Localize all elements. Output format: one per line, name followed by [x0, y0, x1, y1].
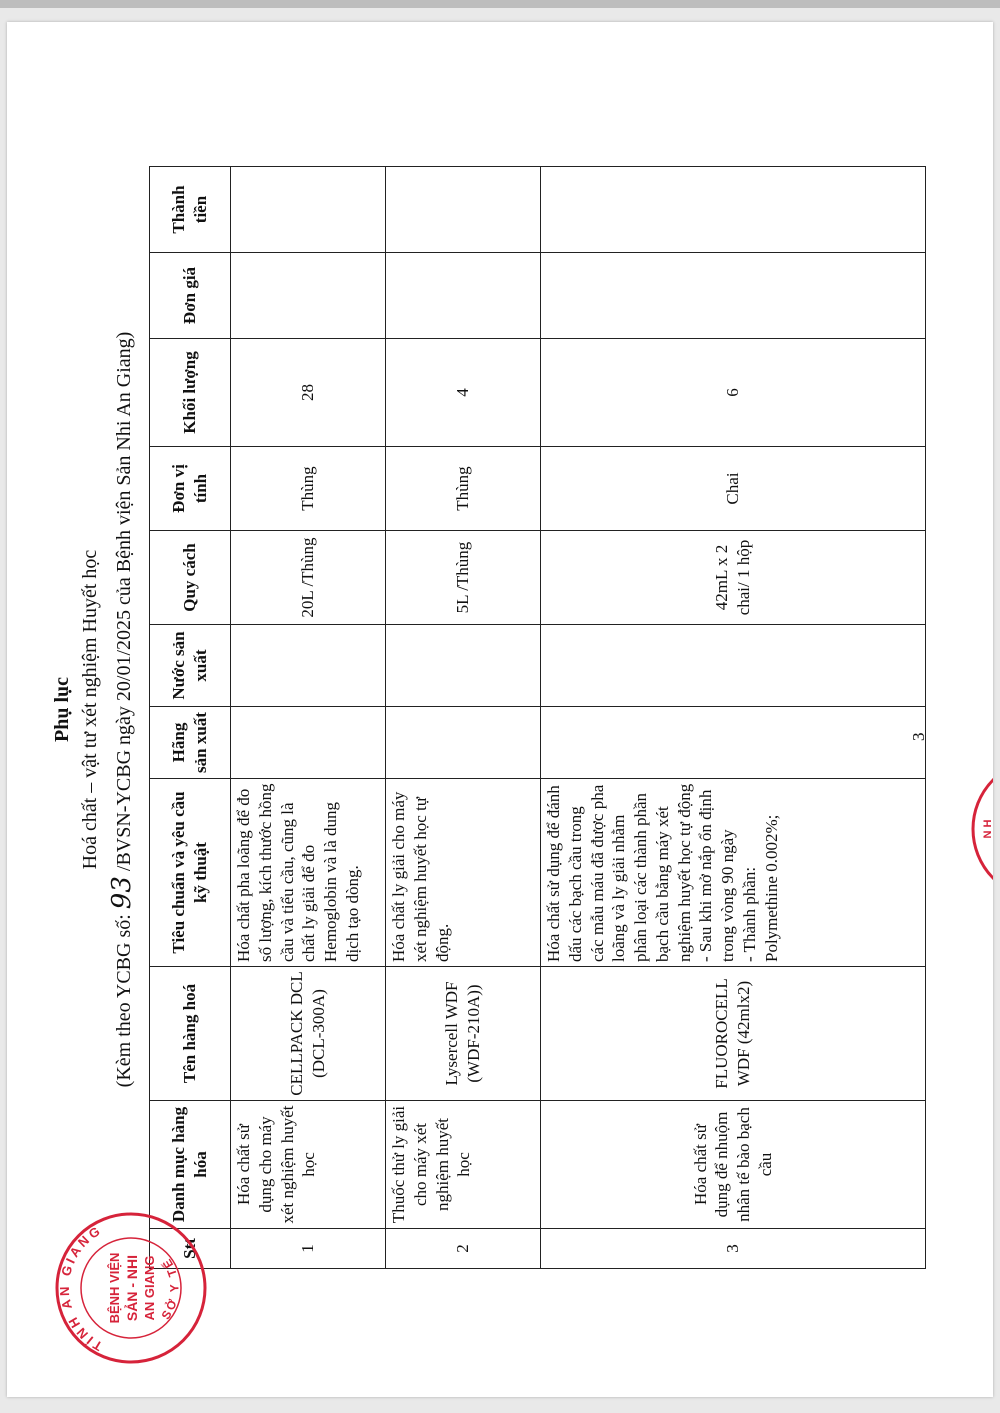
cell-unit: Thùng	[386, 447, 541, 531]
cell-price	[386, 253, 541, 339]
cell-stt: 1	[231, 1229, 386, 1269]
cell-unit: Chai	[541, 447, 926, 531]
header-pack: Quy cách	[150, 531, 231, 625]
stamp-top-arc: TỈNH AN GIANG	[56, 1222, 105, 1355]
ref-suffix: /BVSN-YCBG ngày 20/01/2025 của Bệnh viện Sản Nhi An Giang)	[113, 331, 135, 872]
header-total: Thành tiền	[150, 167, 231, 253]
cell-category: Hóa chất sử dụng cho máy xét nghiệm huyết học	[231, 1101, 386, 1229]
cell-spec: Hóa chất pha loãng để đo số lượng, kích thước hồng cầu và tiểu cầu, cũng là chất ly giải để đo Hemoglobin và là dung dịch tạo dòng.	[231, 779, 386, 967]
cell-category: Thuốc thử ly giải cho máy xét nghiệm huyết học	[386, 1101, 541, 1229]
ref-prefix: (Kèm theo YCBG số:	[113, 914, 135, 1088]
table-row	[386, 167, 541, 1269]
header-maker: Hãng sản xuất	[150, 707, 231, 779]
document-title: Phụ lục	[51, 676, 73, 743]
cell-qty: 6	[541, 339, 926, 447]
spec-line: Polymethine 0.002%;	[761, 814, 781, 962]
document-reference	[107, 22, 137, 1397]
scanned-page	[7, 22, 993, 1397]
stamp-line-1: BỆNH VIỆN	[107, 1252, 122, 1324]
cell-name: FLUOROCELL WDF (42mlx2)	[541, 967, 926, 1101]
cell-name: Lysercell WDF (WDF-210A))	[386, 967, 541, 1101]
stamp-bottom-arc: SỞ Y TẾ	[158, 1254, 182, 1322]
header-stt: Stt	[150, 1229, 231, 1269]
spec-line: Hóa chất sử dụng để đánh dấu các bạch cầu trong các mẫu máu đã được pha loãng và ly giải nhằm phân loại các thành phần bạch cầu bằng máy xét nghiệm huyết học tự động	[544, 783, 694, 962]
header-category: Danh mục hàng hóa	[150, 1101, 231, 1229]
cell-maker	[386, 707, 541, 779]
cell-pack: 20L /Thùng	[231, 531, 386, 625]
supplies-table	[149, 166, 926, 1269]
cell-qty: 28	[231, 339, 386, 447]
cell-stt: 3	[541, 1229, 926, 1269]
cell-unit: Thùng	[231, 447, 386, 531]
document-subtitle: Hoá chất – vật tư xét nghiệm Huyết học	[79, 549, 101, 870]
stamp-line-3: AN GIANG	[142, 1255, 157, 1321]
cell-country	[541, 625, 926, 707]
table-row	[231, 167, 386, 1269]
header-price: Đơn giá	[150, 253, 231, 339]
cell-country	[386, 625, 541, 707]
page-number: 3	[909, 732, 928, 741]
cell-stt: 2	[386, 1229, 541, 1269]
hospital-stamp-left	[51, 1208, 211, 1368]
header-unit: Đơn vị tính	[150, 447, 231, 531]
stamp-arc: N H	[982, 819, 994, 839]
table-row	[541, 167, 926, 1269]
cell-name: CELLPACK DCL (DCL-300A)	[231, 967, 386, 1101]
spec-line: - Sau khi mở nắp ổn định trong vòng 90 ngày	[696, 789, 737, 962]
cell-maker	[231, 707, 386, 779]
stamp-line-2: SẢN - NHI	[124, 1254, 140, 1322]
cell-qty: 4	[386, 339, 541, 447]
header-name: Tên hàng hoá	[150, 967, 231, 1101]
cell-spec: Hóa chất ly giải cho máy xét nghiệm huyết học tự động.	[386, 779, 541, 967]
cell-spec	[541, 779, 926, 967]
rotated-document	[7, 22, 993, 1397]
cell-total	[231, 167, 386, 253]
viewer-top-bar	[0, 0, 1000, 8]
spec-line: - Thành phần:	[739, 866, 759, 962]
cell-pack: 5L /Thùng	[386, 531, 541, 625]
hospital-stamp-right-partial	[933, 744, 993, 914]
header-spec: Tiêu chuẩn và yêu cầu kỹ thuật	[150, 779, 231, 967]
cell-price	[231, 253, 386, 339]
table-header-row	[150, 167, 231, 1269]
cell-pack: 42mL x 2 chai/ 1 hộp	[541, 531, 926, 625]
header-country: Nước sản xuất	[150, 625, 231, 707]
cell-total	[386, 167, 541, 253]
cell-maker	[541, 707, 926, 779]
cell-category: Hóa chất sử dụng để nhuộm nhân tế bào bạch cầu	[541, 1101, 926, 1229]
cell-country	[231, 625, 386, 707]
header-qty: Khối lượng	[150, 339, 231, 447]
cell-price	[541, 253, 926, 339]
ref-number-handwritten: 93	[107, 876, 137, 910]
cell-total	[541, 167, 926, 253]
